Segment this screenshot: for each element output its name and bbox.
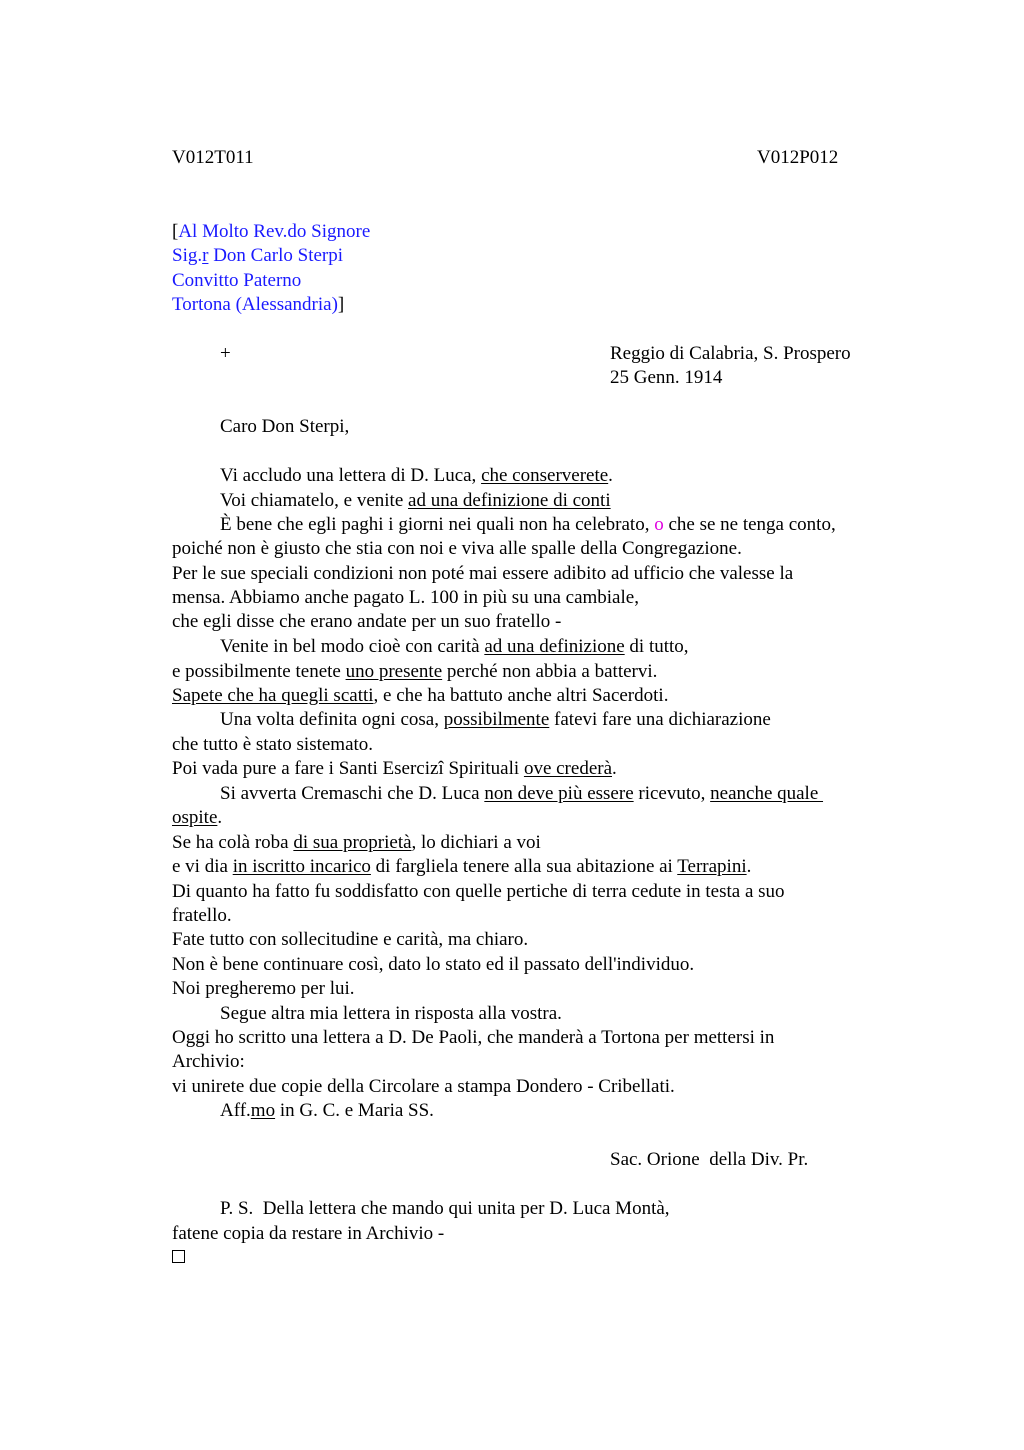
salutation: Caro Don Sterpi, <box>220 416 350 437</box>
body-line: Di quanto ha fatto fu soddisfatto con quelle pertiche di terra cedute in testa a suo <box>172 881 785 902</box>
place-line: Reggio di Calabria, S. Prospero <box>610 343 851 364</box>
postscript-line-1: P. S. Della lettera che mando qui unita per D. Luca Montà, <box>220 1198 670 1219</box>
body-line: ospite. <box>172 807 223 828</box>
body-line: Oggi ho scritto una lettera a D. De Paoli, che manderà a Tortona per mettersi in <box>172 1027 775 1048</box>
document-code-left: V012T011 <box>172 147 254 168</box>
body-line: e possibilmente tenete uno presente perché non abbia a battervi. <box>172 661 658 682</box>
body-line: Vi accludo una lettera di D. Luca, che conserverete. <box>220 465 613 486</box>
body-line: È bene che egli paghi i giorni nei quali non ha celebrato, o che se ne tenga conto, <box>220 514 836 535</box>
body-line: mensa. Abbiamo anche pagato L. 100 in più su una cambiale, <box>172 587 639 608</box>
date-line: 25 Genn. 1914 <box>610 367 723 388</box>
body-line: vi unirete due copie della Circolare a stampa Dondero - Cribellati. <box>172 1076 675 1097</box>
address-line-4: Tortona (Alessandria)] <box>172 294 345 315</box>
cross-mark: + <box>220 343 231 364</box>
body-line: Sapete che ha quegli scatti, e che ha battuto anche altri Sacerdoti. <box>172 685 669 706</box>
body-line: Voi chiamatelo, e venite ad una definizione di conti <box>220 490 611 511</box>
document-code-right: V012P012 <box>757 147 839 168</box>
body-line: che tutto è stato sistemato. <box>172 734 374 755</box>
body-line: Noi pregheremo per lui. <box>172 978 355 999</box>
body-line: Archivio: <box>172 1051 245 1072</box>
body-line: Si avverta Cremaschi che D. Luca non deve più essere ricevuto, neanche quale <box>220 783 824 804</box>
empty-checkbox-icon <box>172 1250 185 1263</box>
signature: Sac. Orione della Div. Pr. <box>610 1149 809 1170</box>
body-line: Non è bene continuare così, dato lo stato ed il passato dell'individuo. <box>172 954 695 975</box>
address-line-3: Convitto Paterno <box>172 270 302 291</box>
body-line: che egli disse che erano andate per un suo fratello - <box>172 611 562 632</box>
closing-line: Aff.mo in G. C. e Maria SS. <box>220 1100 434 1121</box>
body-line: fratello. <box>172 905 232 926</box>
body-line: Venite in bel modo cioè con carità ad una definizione di tutto, <box>220 636 689 657</box>
body-line: e vi dia in iscritto incarico di fargliela tenere alla sua abitazione ai Terrapini. <box>172 856 752 877</box>
body-line: Poi vada pure a fare i Santi Esercizî Spirituali ove crederà. <box>172 758 617 779</box>
body-line: Fate tutto con sollecitudine e carità, ma chiaro. <box>172 929 529 950</box>
body-line: poiché non è giusto che stia con noi e viva alle spalle della Congregazione. <box>172 538 742 559</box>
address-line-2: Sig.r Don Carlo Sterpi <box>172 245 344 266</box>
body-line: Segue altra mia lettera in risposta alla vostra. <box>220 1003 562 1024</box>
body-line: Se ha colà roba di sua proprietà, lo dichiari a voi <box>172 832 541 853</box>
body-line: Per le sue speciali condizioni non poté mai essere adibito ad ufficio che valesse la <box>172 563 794 584</box>
postscript-line-2: fatene copia da restare in Archivio - <box>172 1223 445 1244</box>
address-line-1: [Al Molto Rev.do Signore <box>172 221 371 242</box>
body-line: Una volta definita ogni cosa, possibilmente fatevi fare una dichiarazione <box>220 709 771 730</box>
